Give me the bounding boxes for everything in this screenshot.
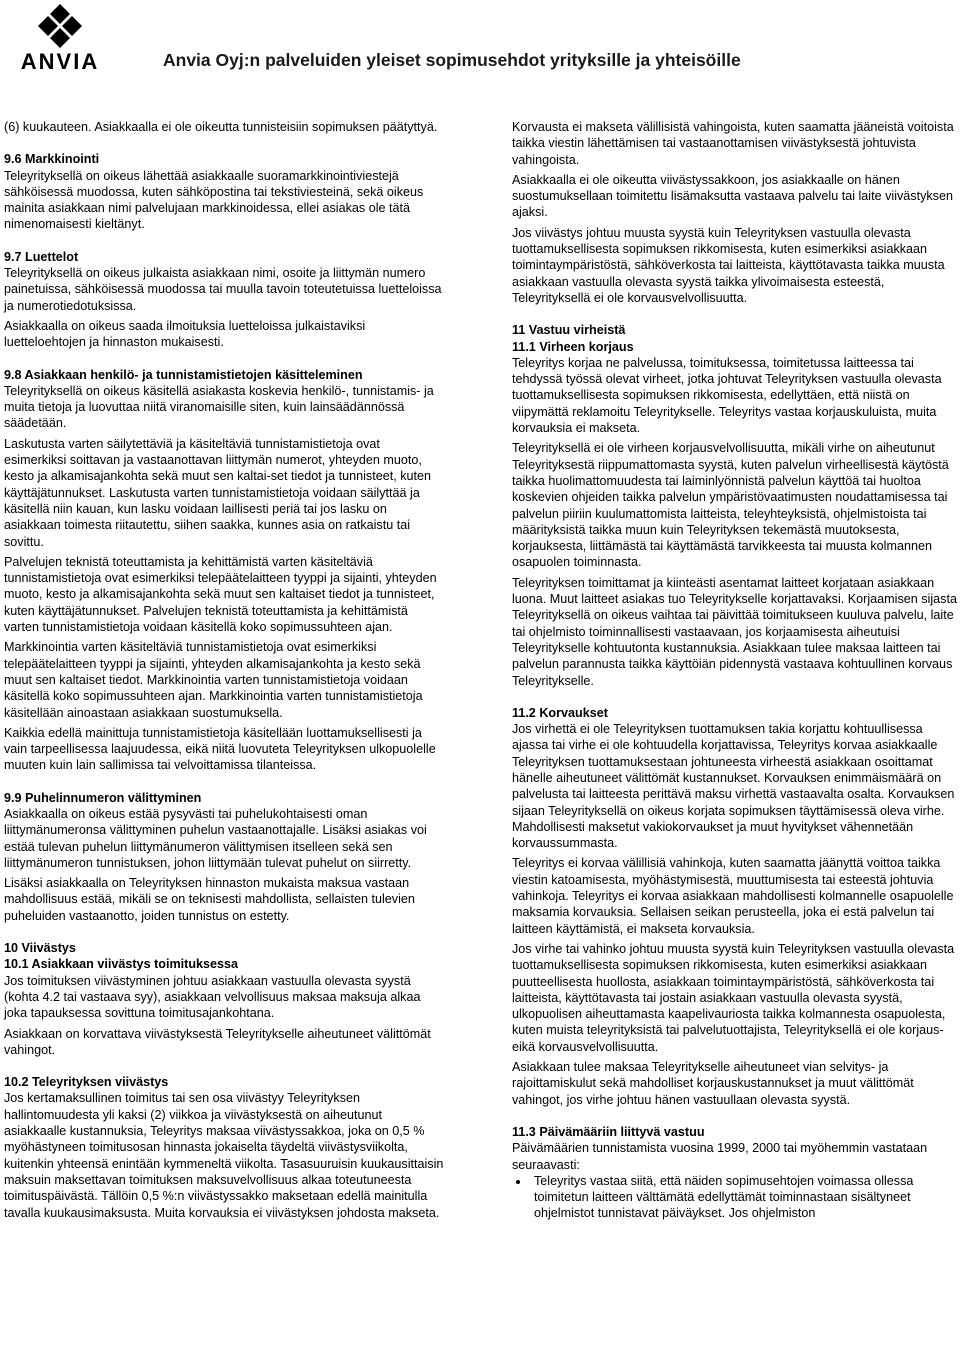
left-column: [4, 119, 444, 1221]
paragraph-11-1a: Teleyritys korjaa ne palvelussa, toimituksessa, toimitetussa laitteessa tai tehdyssä työssä olevat virheet, jotka johtuvat Teleyrityksen vastuulla olevasta tuottamuksellisesta sopimuksen rikkomisesta, edellyttäen, että niistä on viipymättä reklamoitu Teleyritykselle. Teleyritys vastaa korjauskuluista, muita korvauksia ei makseta.: [512, 355, 942, 436]
paragraph-10-1a: Jos toimituksen viivästyminen johtuu asiakkaan vastuulla olevasta syystä (kohta 4.2 tai vastaava syy), asiakkaan velvollisuus maksaa maksuja alkaa joka tapauksessa sovittuna toimitusajankohtana.: [4, 973, 421, 1021]
paragraph-9-8c: Palvelujen teknistä toteuttamista ja kehittämistä varten käsiteltäviä tunnistamistietoja ovat esimerkiksi telepäätelaitteen tyyppi ja sijainti, yhteyden muoto, kesto ja alkamisajankohta sekä muut sen kaltaiset tiedot ja tunnisteet, kuten käyttäjätunnukset. Palvelujen teknistä toteuttamista ja kehittämistä varten tunnistamistietoja voidaan käsitellä koko sopimussuhteen ajan.: [4, 554, 437, 635]
paragraph-9-6: Teleyrityksellä on oikeus lähettää asiakkaalle suoramarkkinointiviestejä sähköisessä muodossa, kuten sähköpostina tai tekstiviesteinä, sekä oikeus mainita asiakkaan nimi palvelujaan markkinoidessa, ellei asiakas ole tätä nimenomaisesti kieltänyt.: [4, 168, 424, 232]
heading-9-6: 9.6 Markkinointi: [4, 152, 100, 167]
heading-10: 10 Viivästys: [4, 941, 76, 956]
heading-9-7: 9.7 Luettelot: [4, 249, 79, 264]
right-column: [512, 119, 958, 1222]
paragraph-r-top2: Asiakkaalla ei ole oikeutta viivästyssakkoon, jos asiakkaalle on hänen suostumuksellaan toimitettu lisämaksutta vastaava palvelu tai laite viivästyksen ajaksi.: [512, 172, 953, 220]
heading-10-1: 10.1 Asiakkaan viivästys toimituksessa: [4, 957, 239, 972]
paragraph-11-2c: Jos virhe tai vahinko johtuu muusta syystä kuin Teleyrityksen vastuulla olevasta tuottamuksellisesta sopimuksen rikkomisesta, kuten esimerkiksi asiakkaan puutteellisesta huollosta, asiakkaan toimintaympäristöstä, sähköverkosta tai laitteista, käyttötavasta tai jostain asiakkaan vastuulla olevasta syystä, ulkopuolisen aiheuttamasta kaapelivauriosta taikka kolmannesta osapuolesta, kuten muista teleyrityksistä tai palvelutuottajista, Teleyrityksellä ei ole korjaus- eikä korvausvelvollisuutta.: [512, 941, 955, 1054]
page-header: [0, 0, 960, 80]
paragraph-10-1b: Asiakkaan on korvattava viivästyksestä Teleyritykselle aiheutuneet välittömät vahingot.: [4, 1026, 431, 1057]
paragraph-r-top1: Korvausta ei makseta välillisistä vahingoista, kuten saamatta jääneistä voitoista taikka viestin lähettämisen tai vastaanottamisen viivästyksestä johtuvista vahingoista.: [512, 120, 954, 167]
heading-9-8: 9.8 Asiakkaan henkilö- ja tunnistamistietojen käsitteleminen: [4, 367, 363, 382]
paragraph-10-2: Jos kertamaksullinen toimitus tai sen osa viivästyy Teleyrityksen hallintomuudesta yli kaksi (2) viikkoa ja viivästyksestä on aiheutunut asiakkaalle kustannuksia, Teleyritys maksaa viivästyssakkoa, joka on 0,5 % myöhästyneen toimitusosan hinnasta jokaiselta täydeltä viivästysviikolta, kuitenkin yhteensä enintään kymmeneltä viikolta. Tasasuuruisin kuukausittaisin maksuin maksettavan toimituksen maksuvelvollisuus alkaa toteutuneesta toimituspäivästä. Tällöin 0,5 %:n viivästyssakko maksetaan edellä mainitulla tavalla kuukausimaksusta. Muita korvauksia ei viivästyksen johdosta makseta.: [4, 1091, 444, 1220]
list-item: • Teleyritys vastaa siitä, että näiden sopimusehtojen voimassa ollessa toimitetun laitteen välttämätä edellyttämät toiminnastaan sisältyneet ohjelmistot tunnistavat päiväykset. Jos ohjelmiston: [530, 1173, 958, 1222]
paragraph-11-2d: Asiakkaan tulee maksaa Teleyritykselle aiheutuneet vian selvitys- ja rajoittamiskulut sekä mahdolliset korjauskustannukset ja muut välittömät vahingot, jos virhe johtuu hänen vastuullaan olevasta syystä.: [512, 1060, 914, 1107]
paragraph-9-9b: Lisäksi asiakkaalla on Teleyrityksen hinnaston mukaista maksua vastaan mahdollisuus estää, mikäli se on teknisesti mahdollista, sellaisten tulevien puheluiden vastaanotto, joiden tunnistus on estetty.: [4, 876, 415, 923]
paragraph-11-1b: Teleyrityksellä ei ole virheen korjausvelvollisuutta, mikäli virhe on aiheutunut Teleyrityksestä riippumattomasta syystä, kuten palvelun virheellisestä käytöstä taikka huolimattomuudesta tai laiminlyönnistä palvelun käyttöä tai huoltoa koskevien ohjeiden taikka palvelun ympäristövaatimusten noudattamisessa tai palvelun piiriin kuulumattomista laitteista, teleyhteyksistä, ohjelmistoista tai määrityksistä taikka muun kuin Teleyrityksen tekemästä muutoksesta, korjauksesta, liittämästä tai käyttämästä tarvikkeesta tai muusta kolmannen osapuolen toiminnasta.: [512, 441, 949, 570]
paragraph-9-9a: Asiakkaalla on oikeus estää pysyvästi tai puhelukohtaisesti oman liittymänumeronsa välittyminen puhelun vastaanottajalle. Lisäksi asiakas voi estää tulevan puhelun liittymänumeron välittymisen itselleen sekä sen liittymänumeron tunnistuksen, johon liittymään tulevat puhelut on siirretty.: [4, 806, 427, 870]
paragraph-9-7b: Asiakkaalla on oikeus saada ilmoituksia luetteloissa julkaistaviksi luetteloehtojen ja hinnaston mukaisesti.: [4, 318, 366, 350]
document-title: Anvia Oyj:n palveluiden yleiset sopimusehdot yrityksille ja yhteisöille: [163, 50, 741, 70]
heading-11-3: 11.3 Päivämääriin liittyvä vastuu: [512, 1124, 705, 1139]
paragraph-11-1c: Teleyrityksen toimittamat ja kiinteästi asentamat laitteet korjataan asiakkaan luona. Muut laitteet asiakas tuo Teleyritykselle korjattavaksi. Korjaamisen sijasta Teleyrityksellä on oikeus vaihtaa tai päivittää toimitukseen kuuluva palvelu, laite tai ohjelmisto toiminnallisesti vastaavaan, jos korjaamisesta aiheutuisi Teleyritykselle kohtuutonta kustannuksia. Asiakkaan tulee maksaa laitteen tai palvelun parannusta taikka käyttöiän pidennystä vastaava kohtuullinen korvaus Teleyritykselle.: [512, 575, 957, 688]
paragraph-9-8b: Laskutusta varten säilytettäviä ja käsiteltäviä tunnistamistietoja ovat esimerkiksi soittavan ja vastaanottavan liittymän numerot, yhteyden muoto, kesto ja alkamisajankohta sekä muut sen kaltai-set tiedot ja tunnisteet, kuten käyttäjätunnukset. Laskutusta varten tunnistamistietoja voidaan säilyttää ja käsitellä niin kauan, kun lasku voidaan laillisesti periä tai jos lasku on asiakkaan toimesta riitautettu, siihen saakka, kunnes asia on ratkaistu tai sovittu.: [4, 436, 432, 549]
paragraph-9-8e: Kaikkia edellä mainittuja tunnistamistietoja käsitellään luottamuksellisesti ja vain tarpeellisessa laajuudessa, eikä niitä luovuteta Teleyrityksen ulkopuolelle muuten kuin lain sallimissa tai velvoittamissa tilanteissa.: [4, 725, 436, 773]
brand-wordmark: ANVIA: [20, 49, 100, 72]
paragraph-r-top3: Jos viivästys johtuu muusta syystä kuin Teleyrityksen vastuulla olevasta tuottamuksellisesta sopimuksen rikkomisesta, kuten esimerkiksi asiakkaan toimintaympäristöstä, sähköverkosta tai laitteista, käyttötavasta taikka muusta asiakkaan vastuulla olevasta syystä taikka ylivoimaisesta esteestä, Teleyrityksellä ei ole korvausvelvollisuutta.: [512, 225, 945, 305]
paragraph-11-3: Päivämäärien tunnistamista vuosina 1999, 2000 tai myöhemmin vastataan seuraavasti:: [512, 1141, 928, 1172]
paragraph-9-8a: Teleyrityksellä on oikeus käsitellä asiakasta koskevia henkilö-, tunnistamis- ja muita tietoja ja luovuttaa niitä viranomaisille siten, kuin lainsäädännössä säädetään.: [4, 383, 434, 431]
intro-paragraph: (6) kuukauteen. Asiakkaalla ei ole oikeutta tunnisteisiin sopimuksen päätyttyä.: [4, 120, 438, 134]
list-11-3: [512, 1173, 958, 1222]
anvia-logo: [4, 2, 116, 72]
paragraph-11-2a: Jos virhettä ei ole Teleyrityksen tuottamuksen takia korjattu kohtuullisessa ajassa tai virhe ei ole kohtuudella korjattavissa, Teleyritys korvaa asiakkaalle Teleyrityksen tuottamuksestaan johtuneesta virheestä asiakkaan osoittamat hänelle aiheutuneet välittömät kustannukset. Korvauksen enimmäismäärä on palvelusta tai laitteesta perittävä maksu virhettä vastaavalta osalta. Korvauksen sijaan Teleyrityksellä on oikeus korjata sopimuksen täyttämisessä oleva virhe. Mahdollisesti maksetut vakiokorvaukset ja muut hyvitykset vähennetään korvaussummasta.: [512, 722, 955, 851]
paragraph-9-7a: Teleyrityksellä on oikeus julkaista asiakkaan nimi, osoite ja liittymän numero painetuissa, sähköisessä muodossa tai muulla tavoin toteutetuissa luetteloissa ja numerotiedotuksissa.: [4, 266, 442, 313]
heading-11-1: 11.1 Virheen korjaus: [512, 339, 634, 354]
heading-9-9: 9.9 Puhelinnumeron välittyminen: [4, 790, 202, 805]
heading-10-2: 10.2 Teleyrityksen viivästys: [4, 1075, 169, 1090]
heading-11: 11 Vastuu virheistä: [512, 323, 626, 338]
paragraph-9-8d: Markkinointia varten käsiteltäviä tunnistamistietoja ovat esimerkiksi telepäätelaitteen tyyppi ja sijainti, yhteyden alkamisajankohta ja kesto sekä muut sen kaltaiset tiedot. Markkinointia varten tunnistamistietoja voidaan käsitellä koko sopimussuhteen ajan. Markkinointia varten tunnistamistietoja käsitellään ainoastaan asiakkaan suostumuksella.: [4, 640, 423, 720]
paragraph-11-2b: Teleyritys ei korvaa välillisiä vahinkoja, kuten saamatta jäänyttä voittoa taikka viestin katoamisesta, myöhästymisestä, muuttumisesta tai esteestä johtuvia vahinkoja. Teleyritys ei korvaa asiakkaan mahdollisesti kolmannelle osapuolelle maksamia korvauksia. Sellaisen seikan perusteella, joka ei estä palvelun tai laitteen käyttämistä, ei makseta korvauksia.: [512, 856, 954, 936]
heading-11-2: 11.2 Korvaukset: [512, 705, 608, 720]
